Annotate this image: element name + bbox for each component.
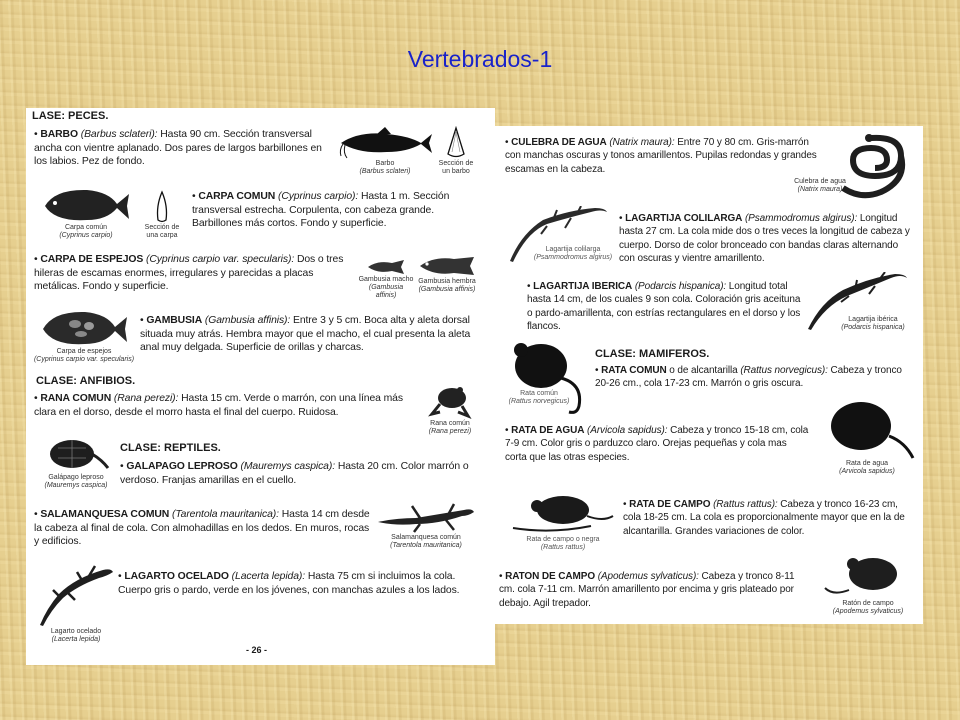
salamanquesa-illustration [370, 500, 482, 550]
gecko-icon [376, 500, 476, 534]
entry-rata-campo: • RATA DE CAMPO (Rattus rattus): Cabeza y tronco 16-23 cm, cola 18-25 cm. La cola es proporcionalmente mayor que en la de alcantarilla. Grandes variaciones de color. [623, 499, 905, 537]
caption-name: Lagarto ocelado [50, 628, 102, 635]
carpa-section-illustration [140, 190, 184, 240]
caption-latin: (Rattus rattus) [540, 544, 586, 551]
carpa-espejos-illustration [30, 308, 138, 364]
entry-name: SALAMANQUESA COMUN [40, 509, 170, 520]
caption-name: Gambusia hembra [418, 278, 476, 285]
entry-text: Cabeza y tronco 8-11 cm. cola 7-11 cm. Marrón amarillento por encima y gris plateado por debajo. Agil trepador. [499, 571, 795, 609]
carp-fish-icon [41, 186, 131, 224]
caption-latin: (Podarcis hispanica) [841, 324, 905, 331]
entry-text: Hasta 1 m. Sección transversal estrecha. Corpulenta, con cabeza grande. Barbillones más cortos. Fondo y superficie. [192, 191, 450, 230]
entry-connector: o de alcantarilla [669, 365, 738, 376]
caption-name: Carpa de espejos [56, 348, 112, 355]
entry-text: Cabeza y tronco 16-23 cm, cola 18-25 cm. La cola es proporcionalmente mayor que en la de alcantarilla. Grandes variaciones de color. [623, 499, 905, 537]
entry-text: Cabeza y tronco 15-18 cm, cola 7-9 cm. Color gris o parduzco claro. Orejas pequeñas y cola mas corta que las otras especies. [505, 425, 809, 463]
entry-latin: (Arvicola sapidus): [587, 425, 668, 436]
caption-name: Rata común [520, 390, 558, 397]
entry-text: Hasta 90 cm. Sección transversal ancha con vientre aplanado. Dos pares de largos barbillones en los labios. Pez de fondo. [34, 129, 322, 168]
left-page-scan [26, 108, 495, 665]
heading-clase-anfibios: CLASE: ANFIBIOS. [36, 375, 136, 387]
caption-latin: (Cyprinus carpio) [59, 232, 113, 239]
entry-latin: (Psammodromus algirus): [744, 213, 858, 224]
caption-latin: (Lacerta lepida) [51, 636, 101, 643]
entry-name: LAGARTIJA IBERICA [533, 281, 633, 292]
entry-lagarto: • LAGARTO OCELADO (Lacerta lepida): Hasta 75 cm si incluimos la cola. Cuerpo gris o pardo, verde en los jóvenes, con manchas azules a los lados. [118, 571, 460, 596]
entry-latin: (Rana perezi): [113, 393, 179, 404]
entry-gambusia: • GAMBUSIA (Gambusia affinis): Entre 3 y 5 cm. Boca alta y aleta dorsal situada muy atrás. Hembra mayor que el macho, el cual presenta la aleta anal muy delgada. Superficie de orillas y charcas. [140, 315, 471, 354]
entry-latin: (Cyprinus carpio): [277, 191, 359, 202]
gambusia-female-illustration [414, 254, 480, 294]
entry-carpa-espejos: • CARPA DE ESPEJOS (Cyprinus carpio var. specularis): Dos o tres hileras de escamas enormes, irregulares y parecidas a placas metálicas. Fondo y superficie. [34, 254, 344, 293]
caption-latin: (Psammodromus algirus) [533, 254, 613, 261]
caption-latin: (Gambusia affinis) [418, 286, 476, 293]
entry-latin: (Rattus norvegicus): [740, 365, 828, 376]
caption-name: Lagartija ibérica [848, 316, 898, 323]
entry-latin: (Mauremys caspica): [240, 461, 336, 472]
caption-name: Salamanquesa común [391, 534, 461, 541]
caption-name: Barbo [375, 160, 395, 167]
caption-name: Culebra de agua [794, 178, 846, 185]
entry-raton-campo: • RATON DE CAMPO (Apodemus sylvaticus): Cabeza y tronco 8-11 cm. cola 7-11 cm. Marrón amarillento por encima y gris plateado por debajo. Agil trepador. [499, 571, 795, 609]
rana-illustration [420, 380, 480, 436]
caption-name: Gambusia macho [358, 276, 414, 283]
entry-name: RATON DE CAMPO [505, 571, 595, 582]
caption-name: Lagartija colilarga [545, 246, 601, 253]
entry-latin: (Natrix maura): [609, 137, 675, 148]
entry-salamanquesa: • SALAMANQUESA COMUN (Tarentola mauritanica): Hasta 14 cm desde la cabeza al final de cola. Con almohadillas en los dedos. En muros, rocas y edificios. [34, 509, 370, 548]
turtle-icon [42, 434, 110, 474]
entry-latin: (Apodemus sylvaticus): [597, 571, 699, 582]
entry-text: Longitud hasta 27 cm. La cola mide dos o tres veces la longitud de cabeza y cuerpo. Dorso de color bronceado con bandas claras alternando con oscuras y vientre amarillento. [619, 213, 910, 265]
caption-name: Rata de agua [845, 460, 889, 467]
rata-agua-illustration [813, 396, 921, 475]
caption-name: Carpa común [64, 224, 108, 231]
entry-text: Longitud total hasta 14 cm, de los cuales 9 son cola. Coloración gris aceituna o pardo-amarillenta, con estrías rectangulares en el dorso y los flancos. [527, 281, 801, 333]
entry-text: Entre 70 y 80 cm. Gris-marrón con manchas oscuras y tonos amarillentos. Pupilas redondas y grandes escamas en la cabeza. [505, 137, 817, 175]
caption-latin: (Cyprinus carpio var. specularis) [33, 356, 135, 363]
galapago-illustration [34, 434, 118, 490]
caption-latin: (Natrix maura) [797, 186, 843, 193]
entry-iberica: • LAGARTIJA IBERICA (Podarcis hispanica): Longitud total hasta 14 cm, de los cuales 9 son cola. Coloración gris aceituna o pardo-amarillenta, con estrías rectangulares en el dorso y los flancos. [527, 281, 801, 333]
entry-latin: (Cyprinus carpio var. specularis): [146, 254, 295, 265]
entry-text: Entre 3 y 5 cm. Boca alta y aleta dorsal situada muy atrás. Hembra mayor que el macho, el cual presenta la aleta anal muy delgada. Superficie de orillas y charcas. [140, 315, 471, 354]
caption-section: Sección de una carpa [144, 224, 180, 239]
carpa-illustration [40, 186, 132, 240]
entry-latin: (Gambusia affinis): [204, 315, 291, 326]
caption-latin: (Barbus sclateri) [359, 168, 411, 175]
caption-latin: (Rana perezi) [428, 428, 472, 435]
entry-text: Hasta 75 cm si incluimos la cola. Cuerpo gris o pardo, verde en los jóvenes, con manchas azules a los lados. [118, 571, 460, 596]
caption-name: Ratón de campo [842, 600, 894, 607]
entry-text: Hasta 14 cm desde la cabeza al final de cola. Con almohadillas en los dedos. En muros, rocas y edificios. [34, 509, 370, 548]
slide-title: Vertebrados-1 [407, 46, 553, 72]
heading-clase-reptiles: CLASE: REPTILES. [120, 442, 221, 454]
lizard-icon [33, 564, 119, 628]
entry-name: BARBO [40, 129, 78, 140]
heading-clase-mamiferos: CLASE: MAMIFEROS. [595, 348, 710, 360]
entry-name: CARPA DE ESPEJOS [40, 254, 144, 265]
entry-name: GALAPAGO LEPROSO [126, 461, 238, 472]
entry-name: RATA COMUN [601, 365, 667, 376]
entry-rata-agua: • RATA DE AGUA (Arvicola sapidus): Cabeza y tronco 15-18 cm, cola 7-9 cm. Color gris o parduzco claro. Orejas pequeñas y cola mas corta que las otras especies. [505, 425, 809, 463]
entry-rata-comun: • RATA COMUN o de alcantarilla (Rattus norvegicus): Cabeza y tronco 20-26 cm., cola 17-23 cm. Marrón o gris oscura. [595, 365, 902, 390]
entry-carpa-comun: • CARPA COMUN (Cyprinus carpio): Hasta 1 m. Sección transversal estrecha. Corpulenta, con cabeza grande. Barbillones más cortos. Fondo y superficie. [192, 191, 450, 230]
raton-campo-illustration [813, 550, 921, 615]
page-number: - 26 - [246, 645, 268, 655]
caption-section: Sección de un barbo [438, 160, 474, 175]
rat-icon [511, 488, 615, 540]
frog-icon [428, 380, 472, 420]
caption-name: Galápago leproso [48, 474, 104, 481]
entry-name: LAGARTIJA COLILARGA [625, 213, 743, 224]
entry-barbo: • BARBO (Barbus sclateri): Hasta 90 cm. Sección transversal ancha con vientre aplanado. Dos pares de largos barbillones en los labios. Pez de fondo. [34, 129, 322, 168]
entry-latin: (Tarentola mauritanica): [171, 509, 279, 520]
caption-latin: (Arvicola sapidus) [839, 468, 895, 475]
entry-name: GAMBUSIA [146, 315, 203, 326]
entry-name: RATA DE CAMPO [629, 499, 711, 510]
colilarga-illustration [503, 206, 615, 264]
entry-name: LAGARTO OCELADO [124, 571, 229, 582]
culebra-illustration [771, 130, 921, 204]
barbo-section-illustration [434, 126, 478, 176]
entry-text: Cabeza y tronco 20-26 cm., cola 17-23 cm. Marrón o gris oscura. [595, 365, 902, 390]
mouse-icon [823, 550, 911, 602]
entry-name: CARPA COMUN [198, 191, 276, 202]
caption-latin: (Tarentola mauritanica) [390, 542, 462, 549]
caption-name: Rana común [430, 420, 470, 427]
right-page-scan [495, 126, 923, 624]
entry-text: Hasta 15 cm. Verde o marrón, con una línea más clara en el dorso, desde el morro hasta el final del cuerpo. Ruidosa. [34, 393, 403, 418]
entry-name: RANA COMUN [40, 393, 112, 404]
water-vole-icon [817, 396, 917, 468]
caption-name: Rata de campo o negra [526, 536, 600, 543]
lagarto-illustration [32, 564, 120, 644]
entry-name: RATA DE AGUA [511, 425, 585, 436]
caption-latin: (Apodemus sylvaticus) [832, 608, 904, 615]
small-fish-icon [366, 258, 406, 276]
small-fish-icon [418, 254, 476, 278]
entry-latin: (Lacerta lepida): [231, 571, 306, 582]
entry-latin: (Barbus sclateri): [80, 129, 158, 140]
entry-text: Hasta 20 cm. Color marrón o verdoso. Franjas amarillas en el cuello. [120, 461, 469, 486]
heading-clase-peces: LASE: PECES. [32, 110, 109, 122]
caption-latin: (Mauremys caspica) [44, 482, 108, 489]
barbo-illustration [336, 126, 434, 176]
gambusia-male-illustration [358, 258, 414, 300]
entry-latin: (Rattus rattus): [713, 499, 778, 510]
entry-galapago: • GALAPAGO LEPROSO (Mauremys caspica): Hasta 20 cm. Color marrón o verdoso. Franjas amarillas en el cuello. [120, 461, 469, 486]
entry-latin: (Podarcis hispanica): [634, 281, 727, 292]
rata-comun-illustration [497, 334, 591, 414]
entry-culebra: • CULEBRA DE AGUA (Natrix maura): Entre 70 y 80 cm. Gris-marrón con manchas oscuras y tonos amarillentos. Pupilas redondas y grandes escamas en la cabeza. [505, 137, 817, 175]
barbel-fish-icon [337, 126, 433, 160]
entry-name: CULEBRA DE AGUA [511, 137, 607, 148]
iberica-illustration [801, 272, 917, 332]
entry-text: Dos o tres hileras de escamas enormes, irregulares y parecidas a placas metálicas. Fondo y superficie. [34, 254, 344, 293]
entry-colilarga: • LAGARTIJA COLILARGA (Psammodromus algirus): Longitud hasta 27 cm. La cola mide dos o tres veces la longitud de cabeza y cuerpo. Dorso de color bronceado con bandas claras alternando con oscuras y vientre amarillento. [619, 213, 910, 265]
mirror-carp-fish-icon [39, 308, 129, 348]
rata-campo-illustration [509, 488, 617, 551]
entry-rana: • RANA COMUN (Rana perezi): Hasta 15 cm. Verde o marrón, con una línea más clara en el dorso, desde el morro hasta el final del cuerpo. Ruidosa. [34, 393, 403, 418]
caption-latin: (Rattus norvegicus) [508, 398, 570, 405]
fish-cross-section-icon [445, 126, 467, 160]
caption-latin: (Gambusia affinis) [368, 284, 404, 299]
fish-cross-section-icon [153, 190, 171, 224]
